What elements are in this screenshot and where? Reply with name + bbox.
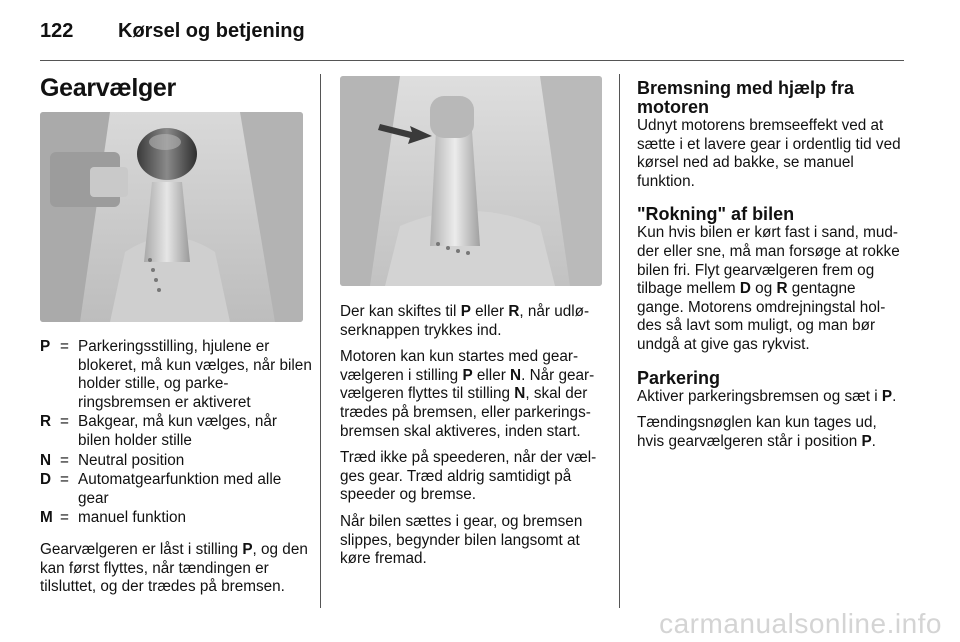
text-engine-braking: Udnyt motorens bremseeffekt ved at sætte i et lavere gear i ordentlig tid ved kørsel ned ad bakke, se manuel funktion.: [637, 117, 901, 190]
legend-key: R: [40, 413, 52, 431]
legend-equals: =: [60, 413, 69, 431]
legend-text: Bakgear, må kun vælges, når bilen holder stille: [78, 413, 277, 449]
gear-selector-figure-1: [40, 112, 303, 322]
gear-position-legend: [40, 338, 312, 529]
legend-equals: =: [60, 451, 69, 469]
paragraph-shift-p-r: Der kan skiftes til P eller R, når udløserknappen trykkes ind.: [340, 303, 590, 339]
watermark: carmanualsonline.info: [659, 608, 942, 639]
legend-equals: =: [60, 509, 69, 527]
paragraph-creep: Når bilen sættes i gear, og bremsen slippes, begynder bilen langsomt at køre fremad.: [340, 512, 583, 568]
column-2-body: [340, 303, 608, 577]
text-parking-brake: Aktiver parkeringsbremsen og sæt i P.: [637, 387, 897, 405]
legend-row-m: [40, 509, 312, 529]
legend-text: Neutral position: [78, 451, 185, 469]
column-1-body: [40, 338, 312, 605]
legend-equals: =: [60, 471, 69, 489]
legend-row-r: [40, 413, 312, 451]
legend-equals: =: [60, 338, 69, 355]
legend-text: Parkeringsstilling, hjulene er blokeret, må kun vælges, når bilen holder stille, og parkeringsbremsen er aktiveret: [78, 338, 312, 411]
legend-key: P: [40, 338, 51, 355]
legend-text: manuel funktion: [78, 509, 186, 527]
column-divider-2: [619, 74, 620, 608]
text-rocking: Kun hvis bilen er kørt fast i sand, mudder eller sne, må man forsøge at rokke bilen fri. Flyt gearvælgeren frem og tilbage mellem D og R gentagne gange. Motorens omdrejningstal holdes så lavt som muligt, og man bør undgå at give gas rykvist.: [637, 224, 900, 353]
gear-selector-figure-2: [340, 76, 602, 286]
heading-parking: Parkering: [637, 367, 721, 388]
legend-row-d: [40, 471, 312, 509]
header-divider: [40, 60, 904, 61]
locked-paragraph: Gearvælgeren er låst i stilling P, og den kan først flyttes, når tændingen er tilsluttet, og der trædes på bremsen.: [40, 540, 308, 596]
legend-row-n: [40, 452, 312, 472]
paragraph-accelerator-warning: Træd ikke på speederen, når der vælges gear. Træd aldrig samtidigt på speeder og bremse.: [340, 449, 597, 504]
legend-text: Automatgearfunktion med alle gear: [78, 471, 282, 507]
section-heading-gearvaelger: Gearvælger: [40, 74, 176, 102]
legend-key: D: [40, 471, 52, 489]
heading-engine-braking: Bremsning med hjælp fra motoren: [637, 78, 855, 117]
column-divider-1: [320, 74, 321, 608]
chapter-title: Kørsel og betjening: [118, 20, 305, 42]
column-3-body: [637, 79, 904, 459]
text-ignition-key: Tændingsnøglen kan kun tages ud, hvis gearvælgeren står i position P.: [637, 414, 877, 450]
legend-row-p: [40, 338, 312, 413]
paragraph-engine-start: Motoren kan kun startes med gearvælgeren i stilling P eller N. Når gearvælgeren flyttes til stilling N, skal der trædes på bremsen, eller parkeringsbremsen skal aktiveres, inden start.: [340, 348, 595, 440]
page-number: 122: [40, 20, 74, 42]
legend-key: M: [40, 509, 53, 527]
legend-key: N: [40, 451, 52, 469]
heading-rocking: "Rokning" af bilen: [637, 204, 795, 225]
